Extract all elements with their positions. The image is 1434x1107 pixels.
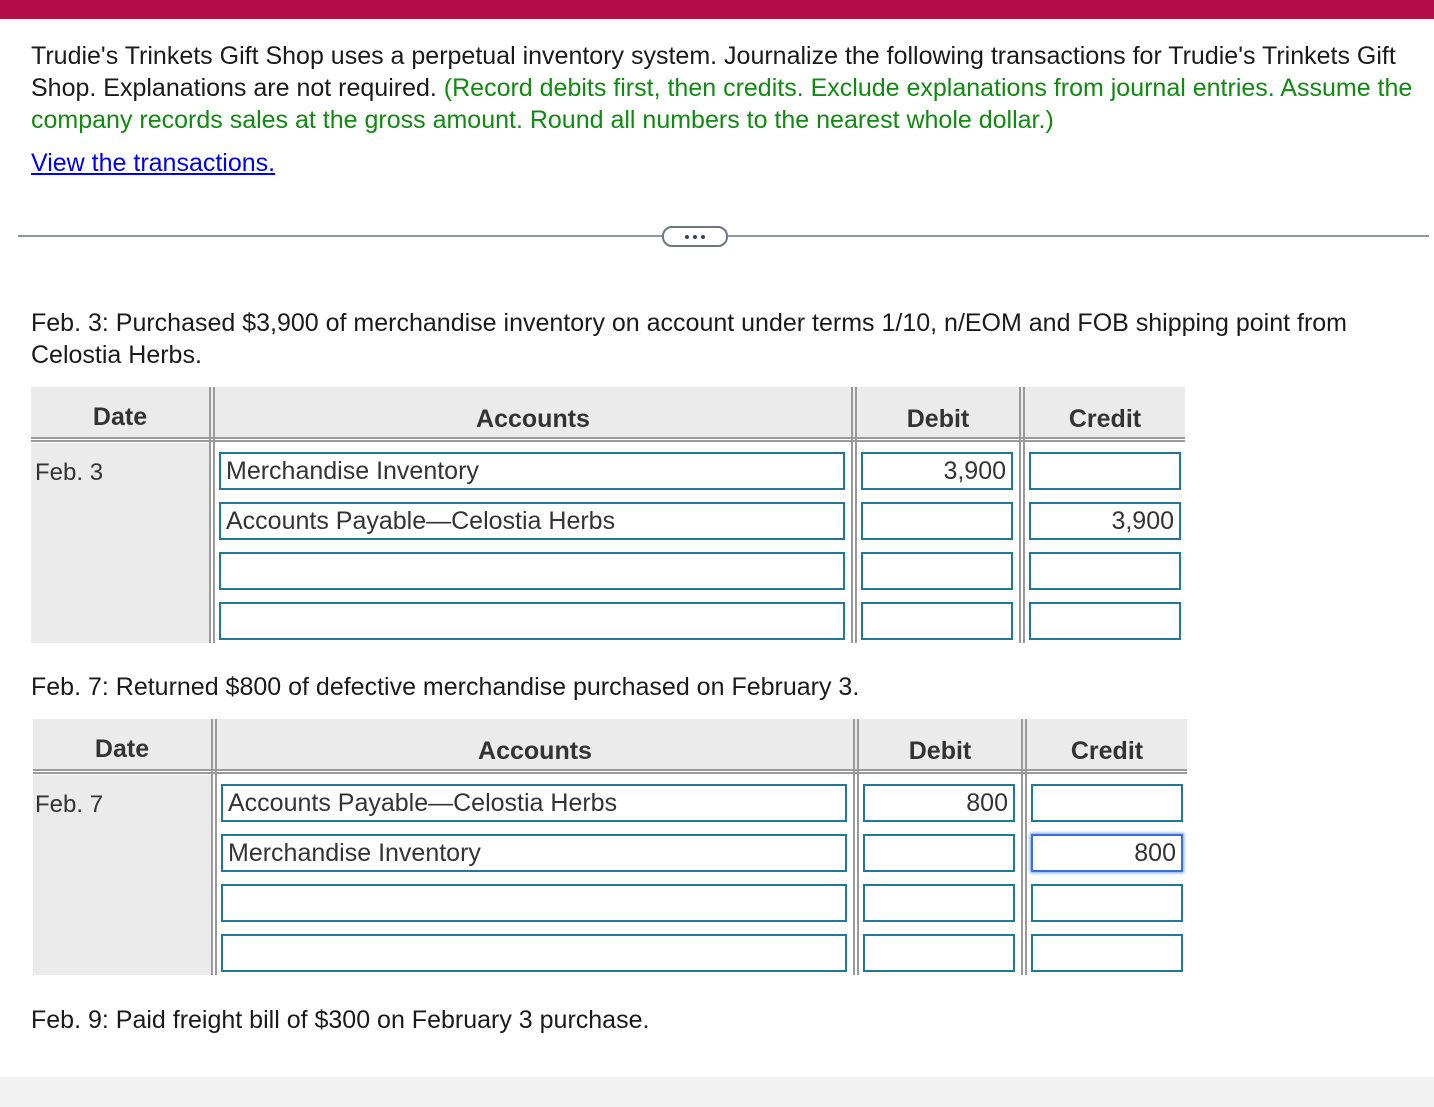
- debit-input-1[interactable]: 3,900: [861, 452, 1013, 490]
- transaction-2-prompt: Feb. 7: Returned $800 of defective merchandise purchased on February 3.: [31, 673, 860, 701]
- account-input-3[interactable]: [219, 552, 845, 590]
- account-input-4[interactable]: [219, 602, 845, 640]
- ellipsis-icon[interactable]: [662, 226, 728, 247]
- brand-top-bar: [0, 0, 1434, 19]
- debit-header: Debit: [906, 405, 970, 433]
- account-input-2[interactable]: Merchandise Inventory: [221, 834, 847, 872]
- entry-date: Feb. 3: [35, 459, 104, 486]
- account-input-4[interactable]: [221, 934, 847, 972]
- accounts-header: Accounts: [476, 405, 590, 433]
- credit-input-3[interactable]: [1029, 552, 1181, 590]
- entry-date: Feb. 7: [35, 791, 104, 818]
- debit-header: Debit: [908, 737, 972, 765]
- intro-main: Trudie's Trinkets Gift Shop uses a perpetual inventory system. Journalize the following transactions for Trudie's Trinkets Gift Shop. Explanations are not required.: [31, 42, 1396, 102]
- credit-input-1[interactable]: [1029, 452, 1181, 490]
- credit-input-2[interactable]: 800: [1031, 834, 1183, 872]
- date-header: Date: [94, 735, 150, 763]
- journal-table-feb-3: [31, 387, 1185, 643]
- account-input-1[interactable]: Merchandise Inventory: [219, 452, 845, 490]
- credit-header: Credit: [1070, 737, 1144, 765]
- transaction-3-prompt: Feb. 9: Paid freight bill of $300 on February 3 purchase.: [31, 1006, 650, 1034]
- credit-input-4[interactable]: [1031, 934, 1183, 972]
- transaction-1-prompt: Feb. 3: Purchased $3,900 of merchandise inventory on account under terms 1/10, n/EOM and FOB shipping point from Celostia Herbs.: [31, 309, 1348, 369]
- date-header: Date: [92, 403, 148, 431]
- account-input-2[interactable]: Accounts Payable—Celostia Herbs: [219, 502, 845, 540]
- debit-input-2[interactable]: [863, 834, 1015, 872]
- footer-band: [0, 1077, 1434, 1107]
- debit-input-4[interactable]: [863, 934, 1015, 972]
- account-input-3[interactable]: [221, 884, 847, 922]
- intro-instruction: (Record debits first, then credits. Exclude explanations from journal entries. Assume the company records sales at the gross amount. Round all numbers to the nearest whole dollar.): [31, 74, 1413, 134]
- debit-input-4[interactable]: [861, 602, 1013, 640]
- credit-header: Credit: [1068, 405, 1142, 433]
- credit-input-2[interactable]: 3,900: [1029, 502, 1181, 540]
- intro-text: [31, 40, 1421, 136]
- journal-table-feb-7: [33, 719, 1187, 975]
- credit-input-3[interactable]: [1031, 884, 1183, 922]
- debit-input-3[interactable]: [863, 884, 1015, 922]
- account-input-1[interactable]: Accounts Payable—Celostia Herbs: [221, 784, 847, 822]
- credit-input-1[interactable]: [1031, 784, 1183, 822]
- debit-input-3[interactable]: [861, 552, 1013, 590]
- accounts-header: Accounts: [478, 737, 592, 765]
- credit-input-4[interactable]: [1029, 602, 1181, 640]
- view-transactions-link[interactable]: View the transactions.: [31, 149, 276, 177]
- debit-input-2[interactable]: [861, 502, 1013, 540]
- debit-input-1[interactable]: 800: [863, 784, 1015, 822]
